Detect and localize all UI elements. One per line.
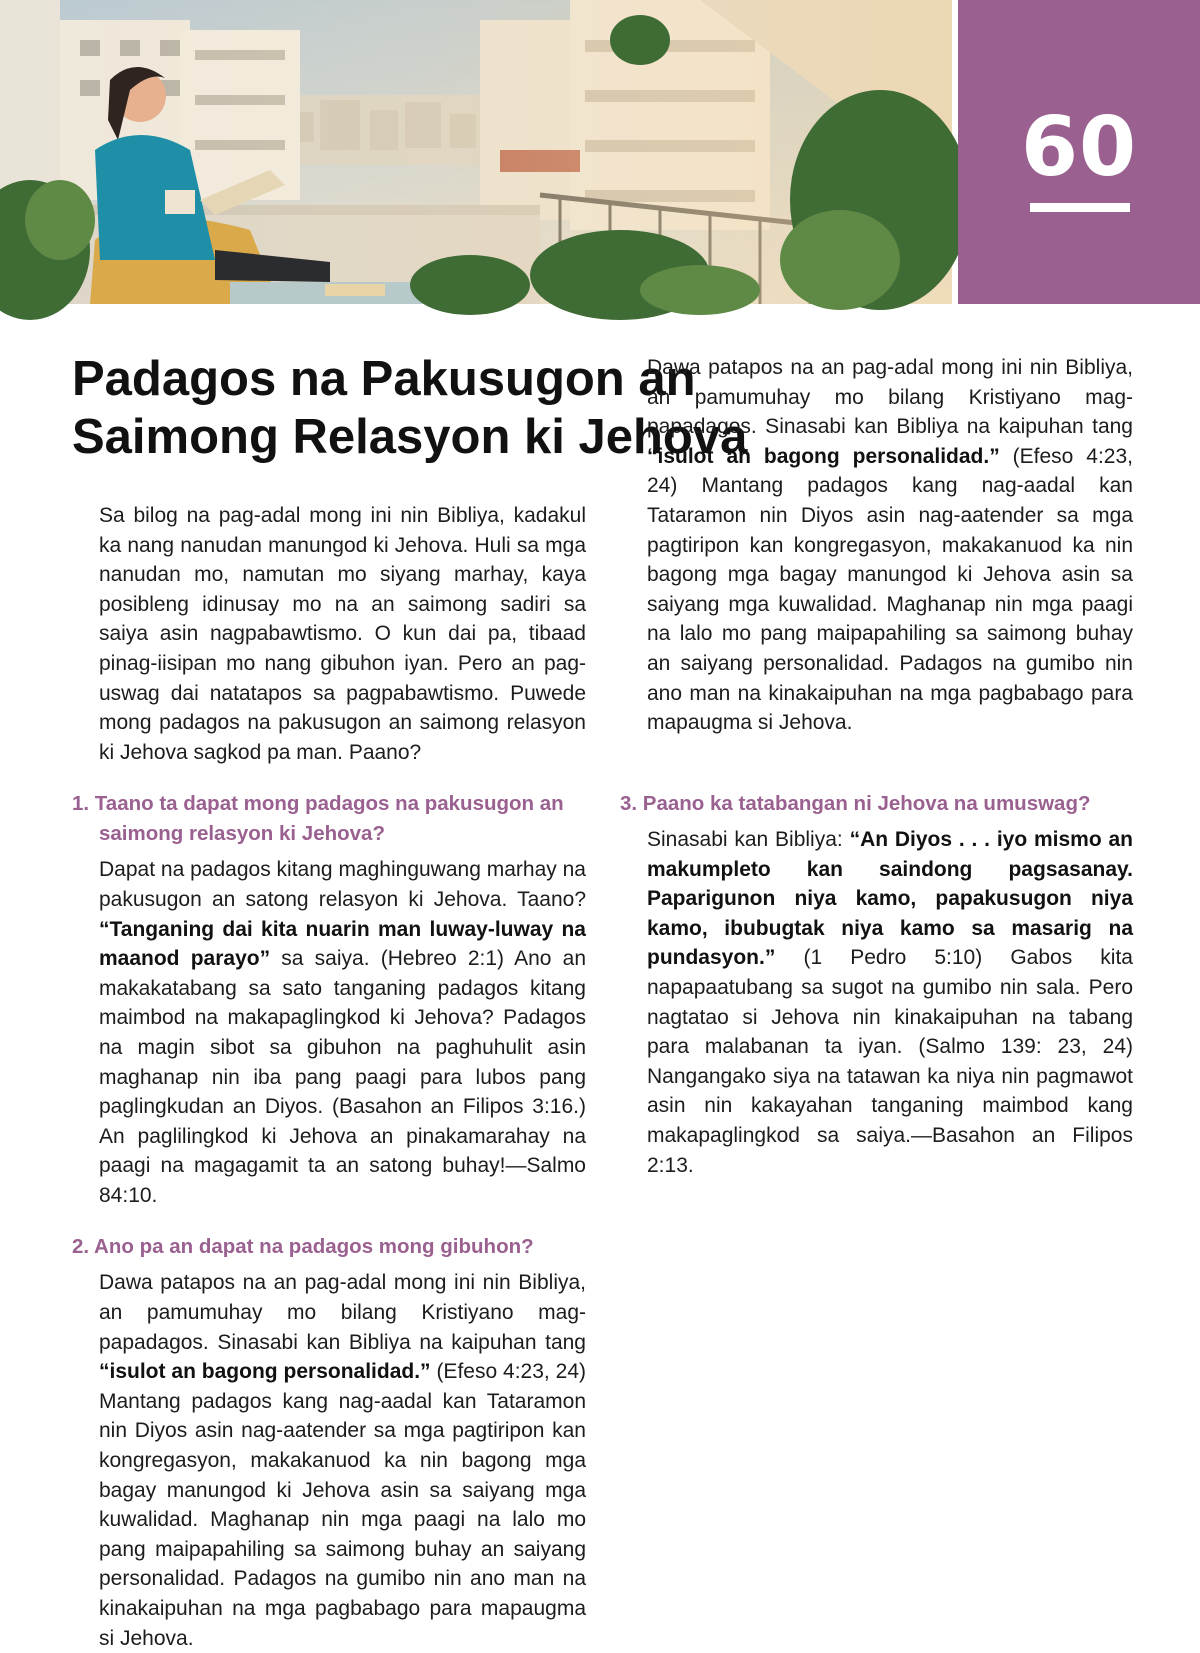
section-2-continued (620, 356, 1133, 767)
section-2-quote-cont: “isulot an bagong personalidad.” (647, 444, 1000, 468)
section-2-paragraph-continued (620, 353, 1133, 738)
page-title-line-2: Saimong Relasyon ki Jehova (72, 410, 748, 464)
section-1-paragraph (72, 855, 586, 1210)
section-2-text-b-cont: (Efeso 4:23, 24) Mantang padagos kang nag-aadal kan Tataramon nin Diyos asin nag-aatender sa mga pagtiripon kan kongregasyon, makakanuod ka nin bagong mga bagay manungod ki Jehova asin sa saiyang mga kuwalidad. Maghanap nin mga paagi na lalo mo pang maipapahiling sa saimong buhay an saiyang personalidad. Padagos na gumibo nin ano man na kinakaipuhan na mga pagbabago para mapaugma si Jehova. (647, 444, 1133, 735)
section-1-quote: “Tanganing dai kita nuarin man luway-luway na maanod parayo” (99, 917, 586, 971)
section-1-question: 1. Taano ta dapat mong padagos na pakusugon an saimong relasyon ki Jehova? (72, 792, 564, 846)
right-column (620, 356, 1133, 1180)
section-2-quote: “isulot an bagong personalidad.” (99, 1360, 431, 1384)
lesson-number-underline (1030, 203, 1130, 212)
section-1-text-b: sa saiya. (Hebreo 2:1) Ano an makakatabang sa sato tanganing padagos kitang maimbod na makapaglingkod ki Jehova? Padagos na magin sibot sa gibuhon na paghuhulit asin maghanap nin iba pang paagi para lubos pang paglingkudan an Diyos. (Basahon an Filipos 3:16.) An paglilingkod ki Jehova an pinakamarahay na paagi na magagamit ta an satong buhay!—Salmo 84:10. (99, 947, 586, 1207)
section-3-paragraph (620, 825, 1133, 1180)
section-1-text-a: Dapat na padagos kitang maghinguwang marhay na pakusugon an satong relasyon ki Jehova. Taano? (99, 858, 586, 911)
left-column (72, 501, 586, 1650)
page-title-line-1: Padagos na Pakusugon an (72, 352, 696, 406)
section-2-question: 2. Ano pa an dapat na padagos mong gibuhon? (72, 1235, 534, 1259)
section-3-quote: “An Diyos . . . iyo mismo an makumpleto kan saindong pagsasanay. Paparigunon niya kamo, papakusugon niya kamo, ibubugtak niya kamo sa masarig na pundasyon.” (647, 828, 1133, 970)
section-3-question: 3. Paano ka tatabangan ni Jehova na umuswag? (620, 792, 1091, 815)
hero-photo (0, 0, 952, 304)
balcony-illustration (0, 0, 952, 304)
section-3-text-b: (1 Pedro 5:10) Gabos kita napapaatubang sa sugot na gumibo nin sala. Pero nagtatao si Jehova nin kinakaipuhan na tabang para malabanan ta iyan. (Salmo 139: 23, 24) Nangangako siya na tatawan ka niya nin pagmawot asin nin kakayahan tanganing maimbod kang makapaglingkod sa saiya.—Basahon an Filipos 2:13. (647, 946, 1133, 1177)
section-2-text-b: (Efeso 4:23, 24) Mantang padagos kang nag-aadal kan Tataramon nin Diyos asin nag-aatender sa mga pagtiripon kan kongregasyon, makakanuod ka nin bagong mga bagay manungod ki Jehova asin sa saiyang mga kuwalidad. Maghanap nin mga paagi na lalo mo pang maipapahiling sa saimong buhay an saiyang personalidad. Padagos na gumibo nin ano man na kinakaipuhan na mga pagbabago para mapaugma si Jehova. (99, 1360, 586, 1650)
section-2-paragraph (72, 1268, 586, 1650)
lesson-number-box (958, 0, 1200, 304)
intro-paragraph: Sa bilog na pag-adal mong ini nin Bibliya, kadakul ka nang nanudan manungod ki Jehova. Huli sa mga nanudan mo, namutan mo siyang marhay, kaya posibleng idinusay mo na an saimong sadiri sa saiya asin nagpabawtismo. O kun dai pa, tibaad pinag-iisipan mo nang gibuhon iyan. Pero an pag-uswag dai natatapos sa pagpabawtismo. Puwede mong padagos na pakusugon an saimong relasyon ki Jehova sagkod pa man. Paano? (99, 504, 586, 764)
lesson-number: 60 (1020, 100, 1138, 195)
section-2-text-a: Dawa patapos na an pag-adal mong ini nin Bibliya, an pamumuhay mo bilang Kristiyano magpapadagos. Sinasabi kan Bibliya na kaipuhan tang (99, 1271, 586, 1354)
section-2-text-a-cont: Dawa patapos na an pag-adal mong ini nin Bibliya, an pamumuhay mo bilang Kristiyano magpapadagos. Sinasabi kan Bibliya na kaipuhan tang (647, 356, 1133, 439)
section-3-text-a: Sinasabi kan Bibliya: (647, 828, 850, 851)
